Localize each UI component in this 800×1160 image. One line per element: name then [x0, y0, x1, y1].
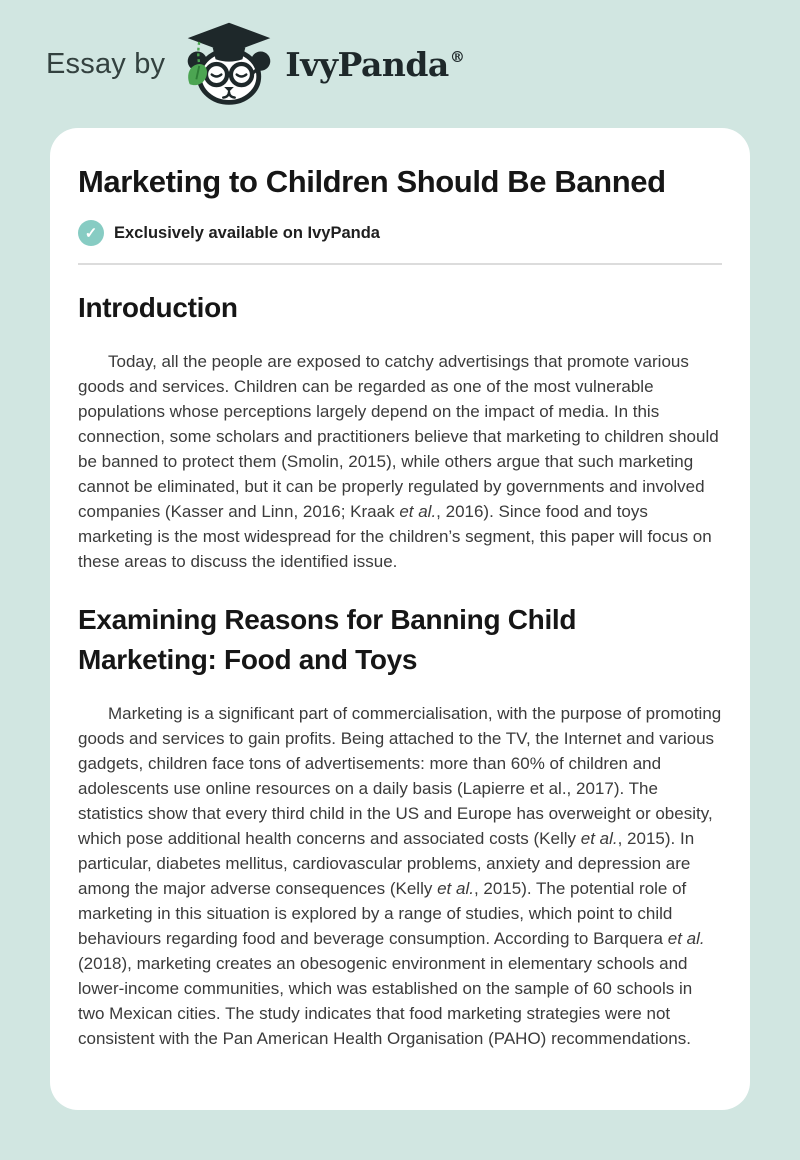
divider: [78, 263, 722, 265]
essay-paragraph: Today, all the people are exposed to catchy advertisings that promote various goods and services. Children can be regarded as one of the most vulnerable populations whose perceptions largely depend on the impact of media. In this connection, some scholars and practitioners believe that marketing to children should be banned to protect them (Smolin, 2015), while others argue that such marketing cannot be eliminated, but it can be properly regulated by governments and involved companies (Kasser and Linn, 2016; Kraak et al., 2016). Since food and toys marketing is the most widespread for the children’s segment, this paper will focus on these areas to discuss the identified issue.: [78, 352, 719, 572]
essay-paragraph: Marketing is a significant part of commercialisation, with the purpose of promoting goods and services to gain profits. Being attached to the TV, the Internet and various gadgets, children face tons of advertisements: more than 60% of children and adolescents use online resources on a daily basis (Lapierre et al., 2017). The statistics show that every third child in the US and Europe has overweight or obesity, which pose additional health concerns and associated costs (Kelly et al., 2015). In particular, diabetes mellitus, cardiovascular problems, anxiety and depression are among the major adverse consequences (Kelly et al., 2015). The potential role of marketing in this situation is explored by a range of studies, which point to child behaviours regarding food and beverage consumption. According to Barquera et al. (2018), marketing creates an obesogenic environment in elementary schools and lower-income communities, which was established on the sample of 60 schools in two Mexican cities. The study indicates that food marketing strategies were not consistent with the Pan American Health Organisation (PAHO) recommendations.: [78, 704, 722, 1049]
exclusive-badge-text: Exclusively available on IvyPanda: [114, 223, 380, 242]
essay-body: [78, 288, 722, 1051]
essay-title: Marketing to Children Should Be Banned: [78, 164, 666, 199]
panda-graduate-icon[interactable]: [181, 19, 277, 109]
brand-name: IvyPanda: [285, 44, 449, 84]
essay-by-label: Essay by: [46, 47, 166, 80]
section-heading: Examining Reasons for Banning Child Marketing: Food and Toys: [78, 604, 577, 676]
essay-card: [50, 128, 750, 1110]
check-icon: ✓: [78, 220, 104, 246]
registered-trademark-symbol: ®: [449, 47, 465, 66]
section-heading: Introduction: [78, 292, 238, 324]
brand-wordmark[interactable]: [285, 45, 463, 84]
exclusive-badge: [78, 220, 722, 246]
site-header: [0, 0, 800, 128]
